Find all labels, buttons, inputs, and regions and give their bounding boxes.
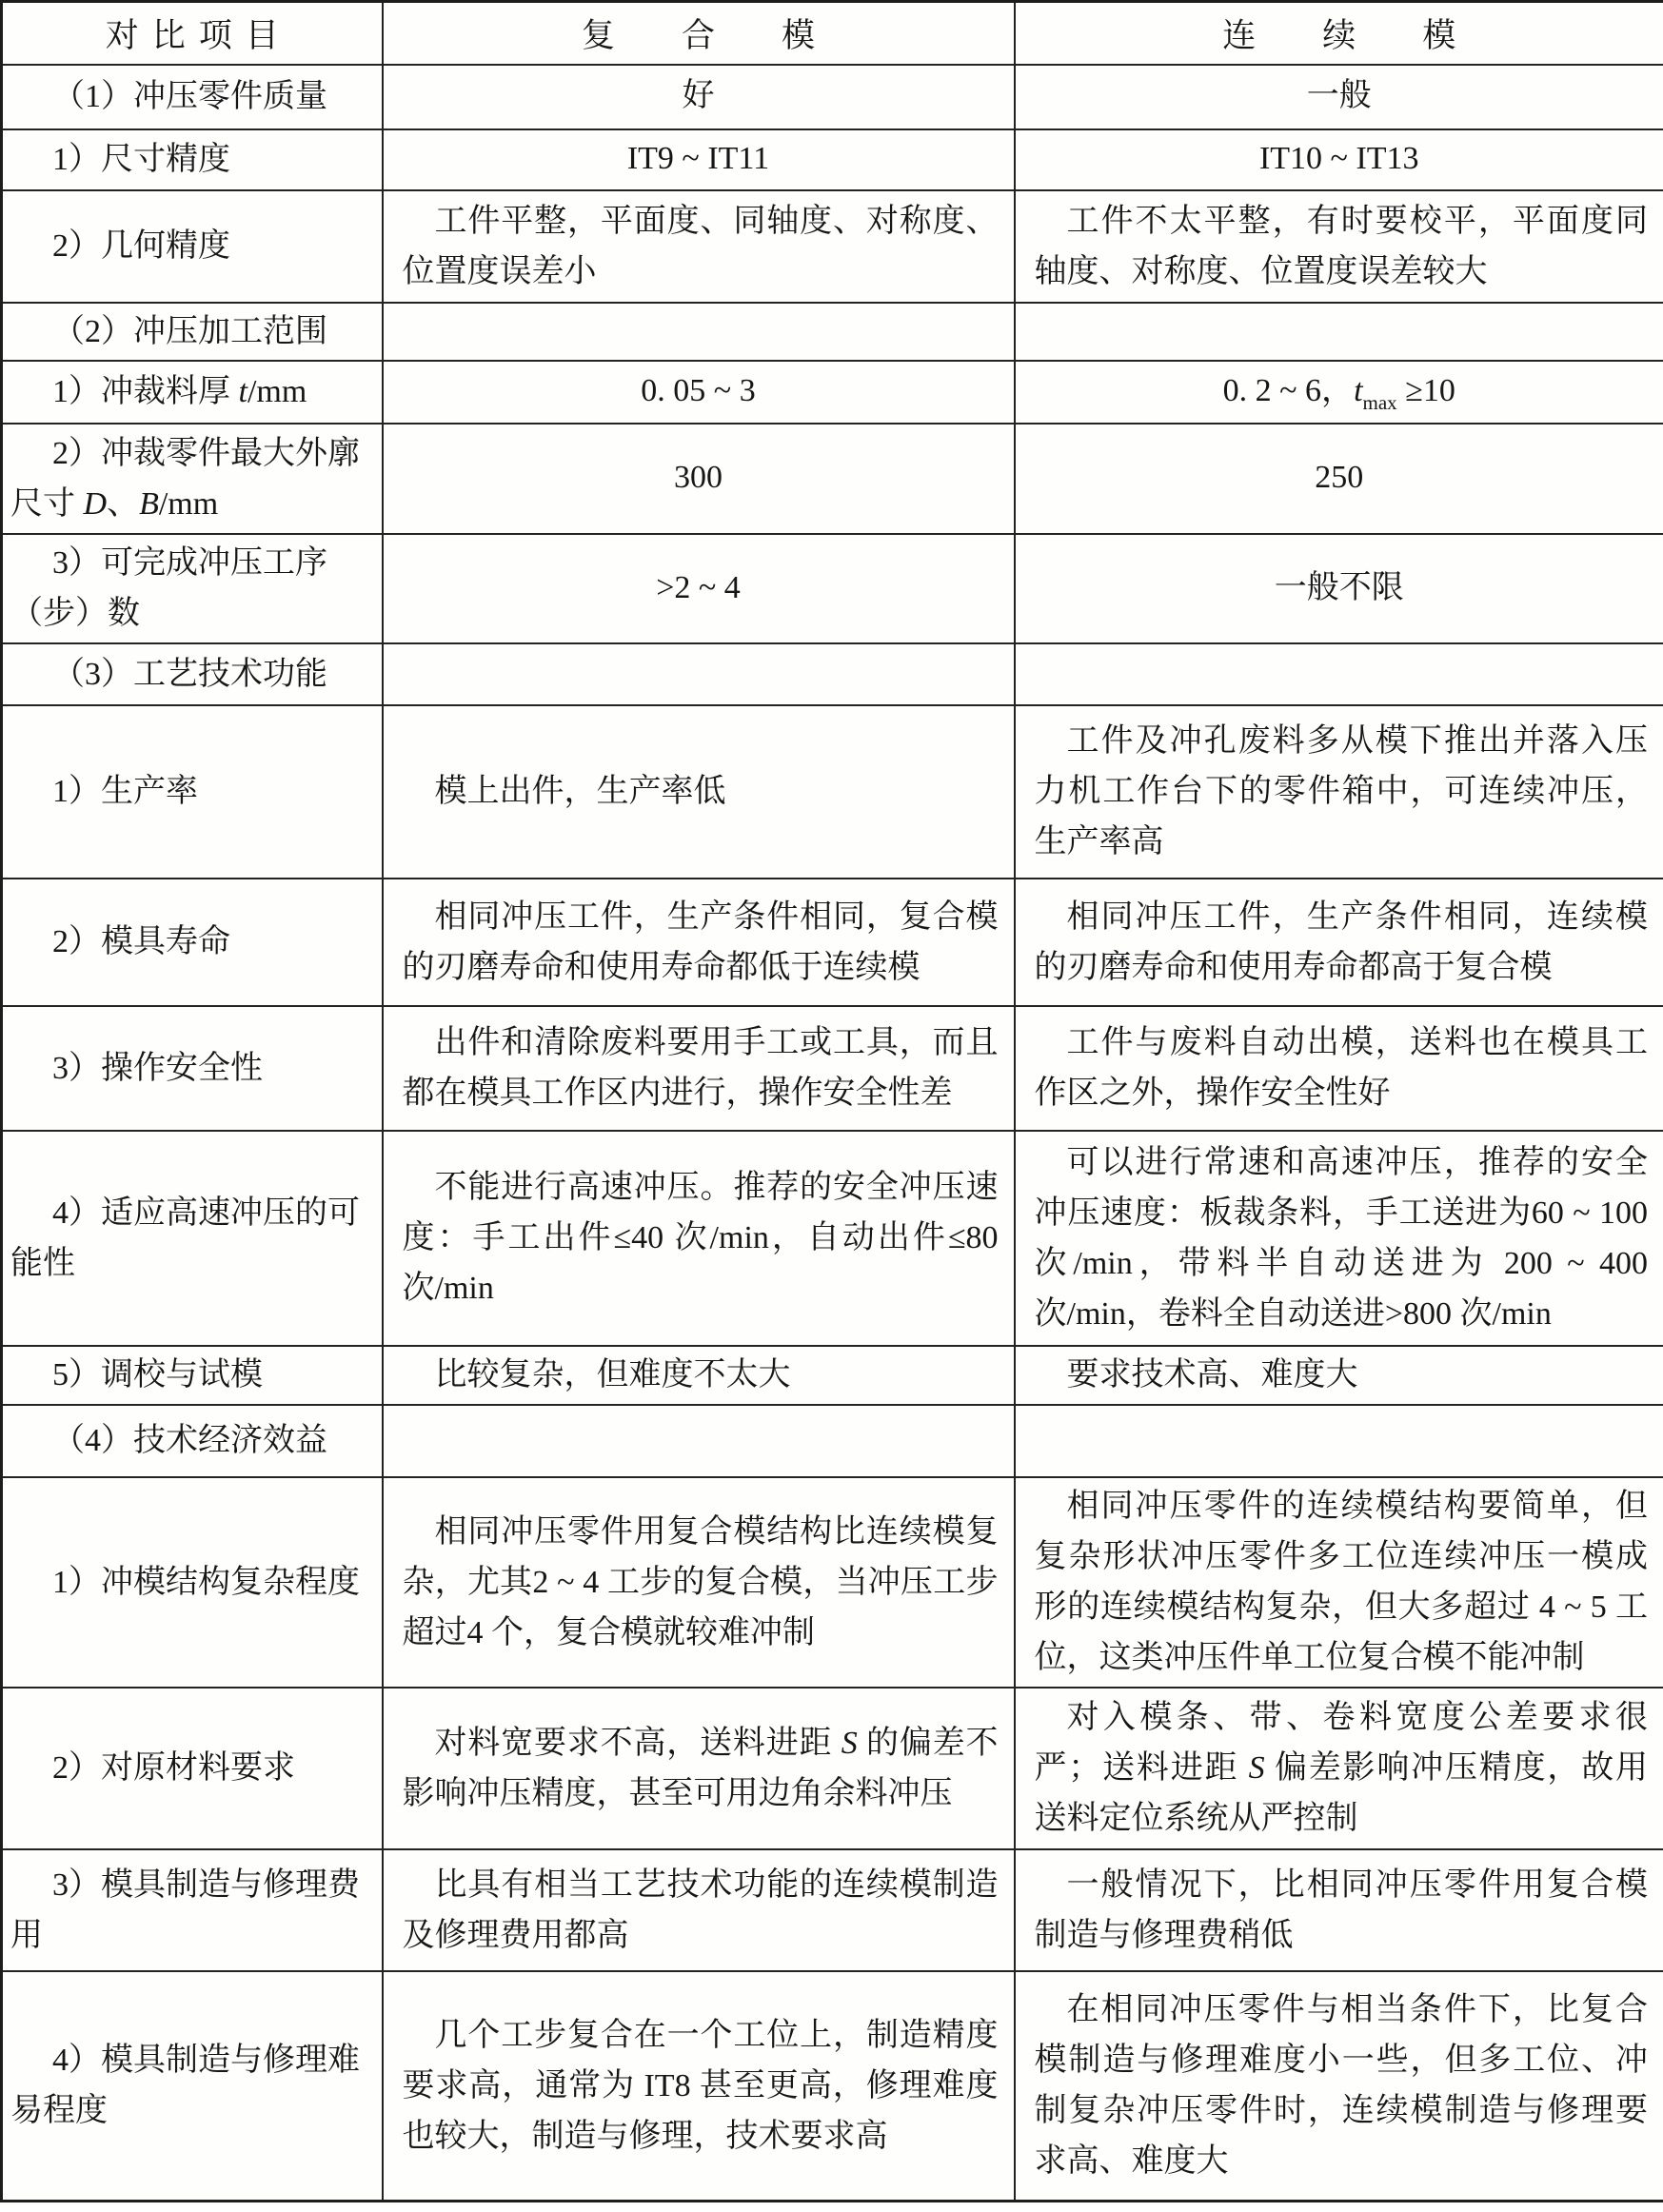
cell-progressive — [1015, 1849, 1663, 1971]
table-row — [2, 1688, 1663, 1849]
variable-t: t — [238, 374, 247, 409]
compound-text: 300 — [674, 460, 723, 496]
table-row — [2, 879, 1663, 1006]
compound-text: 相同冲压工件，生产条件相同，复合模的刃磨寿命和使用寿命都低于连续模 — [402, 899, 999, 985]
cell-progressive — [1015, 1006, 1663, 1131]
item-text: 2）对原材料要求 — [52, 1750, 295, 1786]
compound-text: 比较复杂，但难度不太大 — [434, 1357, 791, 1392]
cell-item — [2, 705, 383, 879]
cell-item — [2, 65, 383, 129]
compound-text: 对料宽要求不高，送料进距 S 的偏差不影响冲压精度，甚至可用边角余料冲压 — [402, 1725, 999, 1811]
cell-compound — [383, 1688, 1015, 1849]
cell-progressive — [1015, 1346, 1663, 1405]
item-text: 1）冲模结构复杂程度 — [52, 1564, 360, 1600]
progressive-text: 一般 — [1306, 78, 1372, 114]
cell-compound — [383, 1477, 1015, 1688]
header-compound-die — [383, 2, 1015, 65]
progressive-text: 对入模条、带、卷料宽度公差要求很严；送料进距 S 偏差影响冲压精度，故用送料定位系统从严控制 — [1034, 1700, 1649, 1836]
subscript-max: max — [1362, 391, 1397, 415]
progressive-text: 工件不太平整，有时要校平，平面度同轴度、对称度、位置度误差较大 — [1034, 203, 1648, 289]
progressive-text: 一般不限 — [1274, 569, 1404, 605]
compound-text: 出件和清除废料要用手工或工具，而且都在模具工作区内进行，操作安全性差 — [402, 1025, 999, 1111]
variable-t: t — [1354, 373, 1363, 409]
cell-item — [2, 1006, 383, 1131]
cell-item — [2, 879, 383, 1006]
cell-item — [2, 303, 383, 361]
cell-progressive — [1015, 1131, 1663, 1346]
table-row — [2, 1006, 1663, 1131]
table-row — [2, 1346, 1663, 1405]
table-row — [2, 303, 1663, 361]
progressive-text: 0. 2 ~ 6，$t_{max} \ge 10$ — [1222, 373, 1455, 415]
table-row — [2, 705, 1663, 879]
cell-compound — [383, 643, 1015, 705]
cell-progressive — [1015, 705, 1663, 879]
cell-progressive — [1015, 534, 1663, 643]
cell-item — [2, 643, 383, 705]
compound-text: IT9 ~ IT11 — [626, 141, 770, 177]
cell-item — [2, 190, 383, 303]
cell-compound — [383, 1131, 1015, 1346]
item-text: 3）模具制造与修理费用 — [10, 1866, 360, 1953]
progressive-text: 在相同冲压零件与相当条件下，比复合模制造与修理难度小一些，但多工位、冲制复杂冲压零件时，连续模制造与修理要求高、难度大 — [1034, 1992, 1648, 2180]
table-row — [2, 1477, 1663, 1688]
header-item — [2, 2, 383, 65]
progressive-text: 250 — [1315, 460, 1364, 496]
item-text: 5）调校与试模 — [52, 1357, 263, 1392]
cell-progressive — [1015, 1477, 1663, 1688]
cell-item — [2, 1131, 383, 1346]
table-row — [2, 1131, 1663, 1346]
progressive-text: 相同冲压工件，生产条件相同，连续模的刃磨寿命和使用寿命都高于复合模 — [1034, 899, 1648, 985]
table-row — [2, 190, 1663, 303]
cell-item — [2, 129, 383, 190]
progressive-text: IT10 ~ IT13 — [1258, 141, 1419, 177]
cell-item — [2, 1688, 383, 1849]
cell-progressive — [1015, 1971, 1663, 2202]
cell-compound — [383, 65, 1015, 129]
cell-item — [2, 1477, 383, 1688]
compound-text: 几个工步复合在一个工位上，制造精度要求高，通常为 IT8 甚至更高，修理难度也较大，制造与修理，技术要求高 — [402, 2017, 999, 2154]
table-row — [2, 361, 1663, 424]
item-text: 1）尺寸精度 — [52, 142, 230, 177]
cell-compound — [383, 1346, 1015, 1405]
cell-progressive — [1015, 65, 1663, 129]
cell-compound — [383, 1405, 1015, 1477]
table-row — [2, 1849, 1663, 1971]
table-row — [2, 534, 1663, 643]
compound-text: 0. 05 ~ 3 — [641, 373, 756, 409]
variable-b: B — [139, 485, 159, 522]
cell-compound — [383, 424, 1015, 534]
progressive-text: 工件及冲孔废料多从模下推出并落入压力机工作台下的零件箱中，可连续冲压，生产率高 — [1034, 723, 1648, 859]
cell-progressive — [1015, 361, 1663, 424]
cell-compound — [383, 303, 1015, 361]
cell-compound — [383, 1006, 1015, 1131]
header-row — [2, 2, 1663, 65]
cell-item — [2, 1346, 383, 1405]
compound-text: 工件平整，平面度、同轴度、对称度、位置度误差小 — [402, 203, 999, 289]
table-row — [2, 1405, 1663, 1477]
item-text: 1）生产率 — [52, 774, 198, 809]
variable-s: S — [841, 1725, 858, 1761]
item-text: 4）适应高速冲压的可能性 — [10, 1195, 360, 1281]
progressive-text: 相同冲压零件的连续模结构要简单，但复杂形状冲压零件多工位连续冲压一模成形的连续模结构复杂，但大多超过 4 ~ 5 工位，这类冲压件单工位复合模不能冲制 — [1034, 1489, 1648, 1675]
cell-item — [2, 1849, 383, 1971]
variable-d: D — [83, 485, 108, 522]
item-text: 3）操作安全性 — [52, 1050, 263, 1086]
header-item-label: 对比项目 — [105, 16, 292, 54]
cell-item — [2, 1405, 383, 1477]
header-compound-label: 复合模 — [581, 16, 881, 54]
cell-progressive — [1015, 1405, 1663, 1477]
cell-item — [2, 424, 383, 534]
progressive-text: 一般情况下，比相同冲压零件用复合模制造与修理费稍低 — [1034, 1866, 1648, 1953]
cell-compound — [383, 705, 1015, 879]
cell-compound — [383, 361, 1015, 424]
compound-text: 模上出件，生产率低 — [434, 774, 726, 809]
cell-compound — [383, 190, 1015, 303]
table-row — [2, 424, 1663, 534]
item-text: （4）技术经济效益 — [52, 1423, 327, 1458]
variable-s: S — [1248, 1750, 1265, 1786]
compound-text: 相同冲压零件用复合模结构比连续模复杂，尤其2 ~ 4 工步的复合模，当冲压工步超过4 个，复合模就较难冲制 — [402, 1513, 999, 1650]
progressive-text: 要求技术高、难度大 — [1066, 1357, 1358, 1392]
item-text: 4）模具制造与修理难易程度 — [10, 2043, 360, 2129]
compound-text: 比具有相当工艺技术功能的连续模制造及修理费用都高 — [402, 1866, 999, 1953]
header-progressive-die — [1015, 2, 1663, 65]
table-row — [2, 65, 1663, 129]
cell-compound — [383, 129, 1015, 190]
cell-compound — [383, 1971, 1015, 2202]
cell-item — [2, 361, 383, 424]
cell-progressive — [1015, 424, 1663, 534]
item-text: 2）几何精度 — [52, 228, 230, 264]
header-progressive-label: 连续模 — [1222, 16, 1523, 54]
table-row — [2, 1971, 1663, 2202]
item-text: 2）模具寿命 — [52, 924, 230, 959]
item-text: （3）工艺技术功能 — [52, 656, 327, 692]
item-text: （1）冲压零件质量 — [52, 79, 327, 114]
cell-progressive — [1015, 1688, 1663, 1849]
table-row — [2, 643, 1663, 705]
cell-compound — [383, 1849, 1015, 1971]
cell-progressive — [1015, 129, 1663, 190]
cell-compound — [383, 534, 1015, 643]
item-text: 3）可完成冲压工序（步）数 — [10, 545, 327, 631]
progressive-text: 工件与废料自动出模，送料也在模具工作区之外，操作安全性好 — [1034, 1025, 1648, 1111]
item-text: 2）冲裁零件最大外廓尺寸 D、B/mm — [10, 435, 360, 522]
cell-progressive — [1015, 190, 1663, 303]
cell-item — [2, 534, 383, 643]
table-row — [2, 129, 1663, 190]
compound-text: >2 ~ 4 — [656, 569, 741, 605]
progressive-text: 可以进行常速和高速冲压，推荐的安全冲压速度：板裁条料，手工送进为60 ~ 100 次/min，带料半自动送进为 200 ~ 400 次/min，卷料全自动送进>800 次/min — [1034, 1144, 1648, 1332]
cell-progressive — [1015, 303, 1663, 361]
cell-compound — [383, 879, 1015, 1006]
compound-text: 不能进行高速冲压。推荐的安全冲压速度：手工出件≤40 次/min，自动出件≤80 次/min — [402, 1170, 999, 1306]
compound-text: 好 — [682, 78, 715, 114]
item-text: 1）冲裁料厚 t/mm — [52, 374, 307, 409]
item-text: （2）冲压加工范围 — [52, 313, 327, 349]
cell-progressive — [1015, 879, 1663, 1006]
cell-item — [2, 1971, 383, 2202]
cell-progressive — [1015, 643, 1663, 705]
